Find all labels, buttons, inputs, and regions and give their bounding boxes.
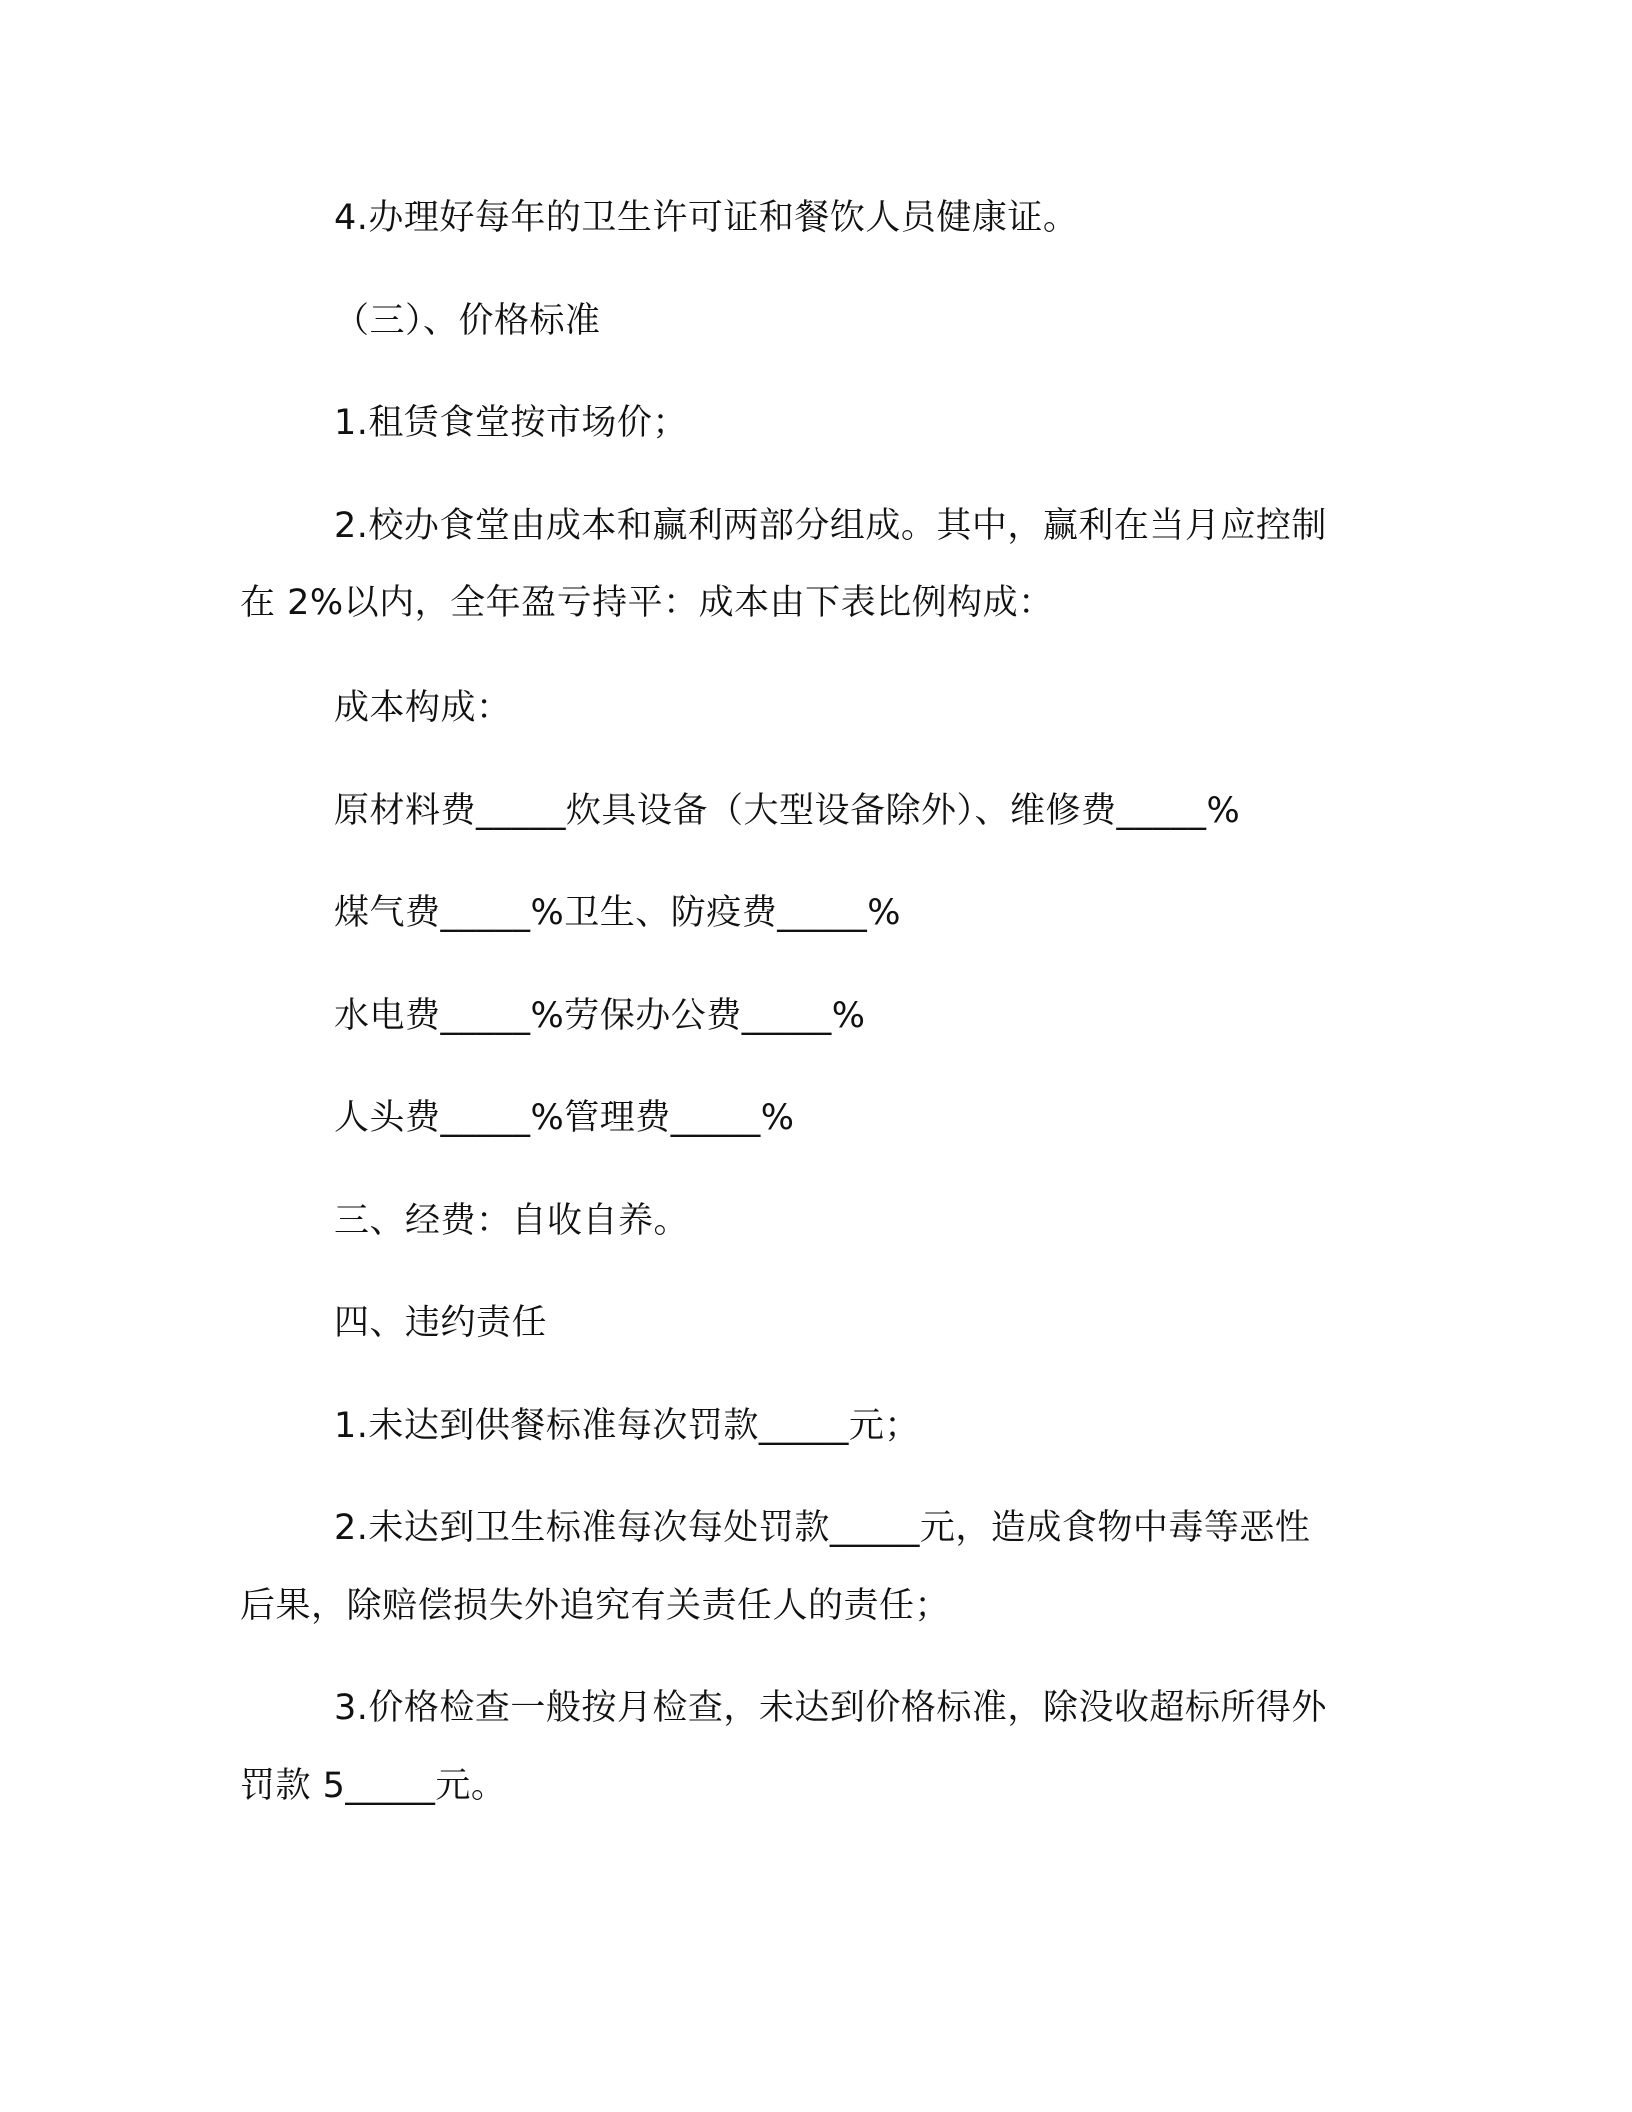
item-school-canteen-line1: 2.校办食堂由成本和赢利两部分组成。其中，赢利在当月应控制 [334,506,1327,546]
cost-row-labor: 人头费_____%管理费_____% [334,1098,795,1138]
liability-item-price-check-line1: 3.价格检查一般按月检查，未达到价格标准，除没收超标所得外 [334,1688,1327,1728]
section-heading-price-standard: （三）、价格标准 [334,301,601,341]
liability-item-hygiene-line2: 后果，除赔偿损失外追究有关责任人的责任； [240,1586,951,1626]
item-school-canteen-line2: 在 2%以内，全年盈亏持平：成本由下表比例构成： [240,583,1054,623]
liability-item-price-check-line2: 罚款 5_____元。 [240,1766,507,1806]
section-heading-funding: 三、经费：自收自养。 [334,1201,690,1241]
section-heading-liability: 四、违约责任 [334,1303,548,1343]
liability-item-meal-standard: 1.未达到供餐标准每次罚款_____元； [334,1406,920,1446]
cost-composition-heading: 成本构成： [334,688,512,728]
cost-row-utilities: 水电费_____%劳保办公费_____% [334,996,866,1036]
cost-row-materials: 原材料费_____炊具设备（大型设备除外）、维修费_____% [334,791,1241,831]
cost-row-gas: 煤气费_____%卫生、防疫费_____% [334,893,902,933]
item-health-permit: 4.办理好每年的卫生许可证和餐饮人员健康证。 [334,198,1079,238]
item-lease-canteen: 1.租赁食堂按市场价； [334,403,688,443]
liability-item-hygiene-line1: 2.未达到卫生标准每次每处罚款_____元，造成食物中毒等恶性 [334,1508,1311,1548]
